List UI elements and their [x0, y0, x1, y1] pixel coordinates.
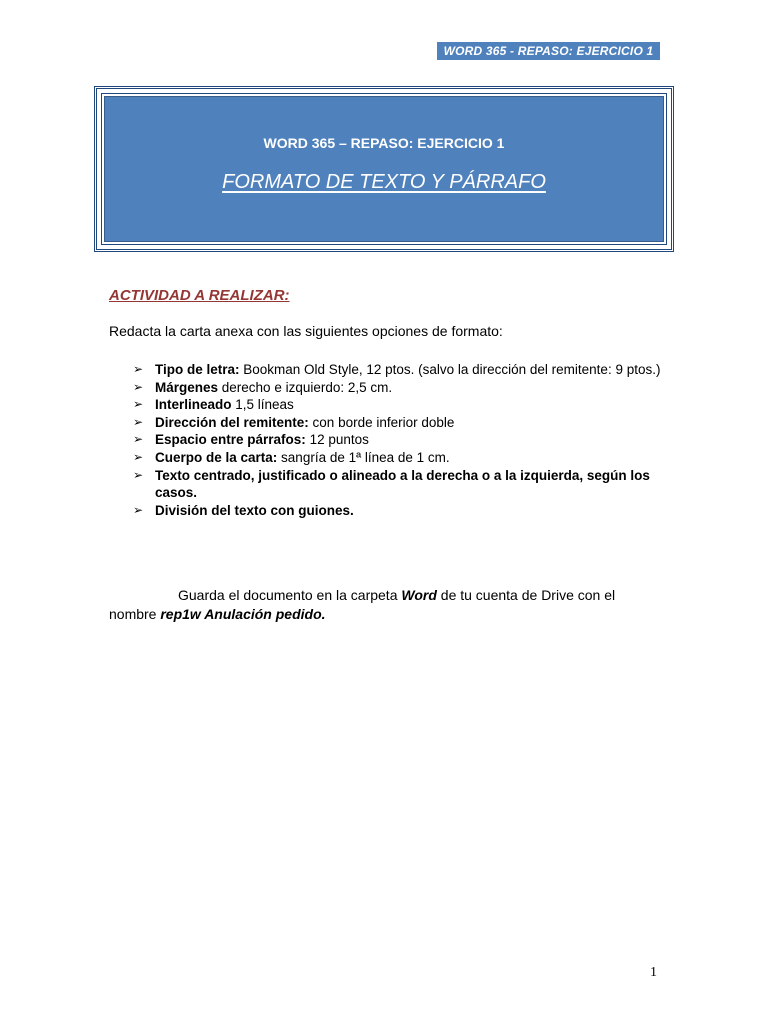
list-item-label: Dirección del remitente: [155, 414, 309, 430]
list-item [133, 467, 663, 502]
arrow-bullet-icon: ➢ [133, 397, 144, 412]
list-item-text: Bookman Old Style, 12 ptos. (salvo la dirección del remitente: 9 ptos.) [239, 362, 661, 377]
title-frame [94, 86, 674, 252]
list-item [133, 431, 663, 449]
list-item [133, 379, 663, 397]
page-number: 1 [650, 965, 657, 980]
list-item-text: 12 puntos [305, 432, 369, 448]
activity-intro: Redacta la carta anexa con las siguientes opciones de formato: [109, 323, 503, 339]
title-box [104, 96, 664, 242]
list-item [133, 449, 663, 467]
activity-heading: ACTIVIDAD A REALIZAR: [109, 287, 290, 304]
arrow-bullet-icon: ➢ [133, 432, 144, 447]
arrow-bullet-icon: ➢ [133, 502, 144, 517]
list-item [133, 361, 663, 379]
list-item-text: derecho e izquierdo: 2,5 cm. [218, 379, 393, 395]
file-name: rep1w Anulación pedido. [160, 606, 326, 622]
arrow-bullet-icon: ➢ [133, 414, 144, 429]
folder-name: Word [401, 587, 437, 603]
arrow-bullet-icon: ➢ [133, 449, 144, 464]
document-title: WORD 365 – REPASO: EJERCICIO 1 [263, 135, 505, 151]
header-tag: WORD 365 - REPASO: EJERCICIO 1 [437, 42, 660, 60]
arrow-bullet-icon: ➢ [133, 467, 144, 482]
list-item [133, 502, 663, 520]
list-item [133, 414, 663, 432]
list-item-label: Tipo de letra: [155, 362, 240, 377]
arrow-bullet-icon: ➢ [133, 362, 144, 376]
list-item-label: Texto centrado, justificado o alineado a la derecha o a la izquierda, según los casos. [155, 467, 650, 501]
list-item-text: con borde inferior doble [308, 414, 455, 430]
list-item-label: Cuerpo de la carta: [155, 449, 278, 465]
save-instruction [109, 586, 661, 624]
list-item-label: Espacio entre párrafos: [155, 432, 306, 448]
arrow-bullet-icon: ➢ [133, 379, 144, 394]
instruction-text-1: Guarda el documento en la carpeta [178, 587, 402, 603]
list-item-text: 1,5 líneas [231, 397, 294, 413]
list-item-text: sangría de 1ª línea de 1 cm. [277, 449, 450, 465]
format-options-list [133, 361, 663, 519]
list-item-label: División del texto con guiones. [155, 502, 354, 518]
list-item [133, 396, 663, 414]
document-subtitle: FORMATO DE TEXTO Y PÁRRAFO [222, 171, 546, 193]
instruction-text-2: de tu cuenta de Drive con el nombre [109, 587, 616, 622]
list-item-label: Interlineado [155, 397, 232, 413]
list-item-label: Márgenes [155, 379, 219, 395]
